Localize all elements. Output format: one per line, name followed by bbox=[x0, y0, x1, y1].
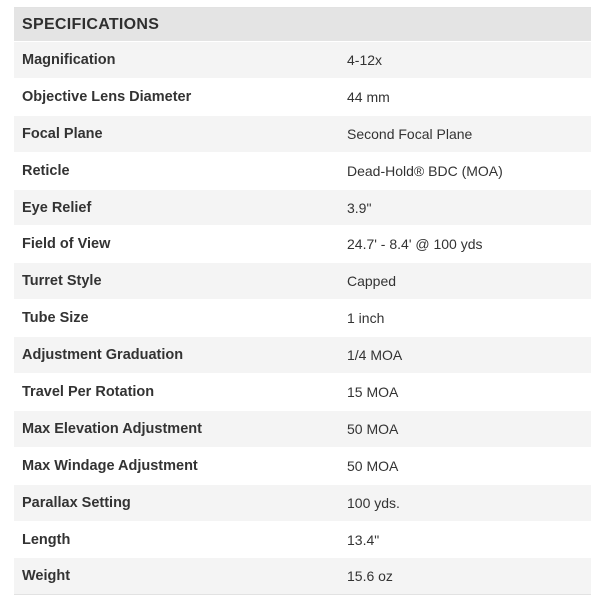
spec-row-field-of-view bbox=[14, 225, 591, 262]
spec-row-max-windage-adjustment bbox=[14, 447, 591, 484]
specifications-title: SPECIFICATIONS bbox=[22, 15, 160, 33]
spec-row-eye-relief bbox=[14, 189, 591, 226]
spec-value: 100 yds. bbox=[347, 494, 400, 511]
spec-row-parallax-setting bbox=[14, 484, 591, 521]
spec-value: Dead-Hold® BDC (MOA) bbox=[347, 162, 503, 179]
spec-value: 50 MOA bbox=[347, 420, 399, 437]
spec-value: 24.7' - 8.4' @ 100 yds bbox=[347, 236, 483, 253]
spec-row-length bbox=[14, 521, 591, 558]
spec-label: Turret Style bbox=[22, 273, 102, 290]
spec-row-tube-size bbox=[14, 299, 591, 336]
spec-label: Length bbox=[22, 531, 71, 548]
spec-value: Capped bbox=[347, 273, 397, 290]
spec-row-objective-lens-diameter bbox=[14, 78, 591, 115]
specifications-table bbox=[14, 41, 591, 594]
spec-value: 1 inch bbox=[347, 310, 385, 327]
spec-value: 15.6 oz bbox=[347, 568, 393, 585]
spec-row-max-elevation-adjustment bbox=[14, 410, 591, 447]
spec-label: Tube Size bbox=[22, 310, 89, 327]
spec-row-travel-per-rotation bbox=[14, 373, 591, 410]
spec-label: Focal Plane bbox=[22, 125, 103, 142]
spec-value: 4-12x bbox=[347, 51, 383, 68]
spec-value: 44 mm bbox=[347, 88, 390, 105]
spec-row-weight bbox=[14, 557, 591, 594]
spec-row-adjustment-graduation bbox=[14, 336, 591, 373]
spec-row-magnification bbox=[14, 41, 591, 78]
spec-label: Parallax Setting bbox=[22, 494, 131, 511]
spec-label: Reticle bbox=[22, 162, 70, 179]
spec-row-turret-style bbox=[14, 262, 591, 299]
spec-value: 15 MOA bbox=[347, 383, 399, 400]
spec-label: Objective Lens Diameter bbox=[22, 88, 192, 105]
spec-row-focal-plane bbox=[14, 115, 591, 152]
spec-label: Max Windage Adjustment bbox=[22, 457, 198, 474]
spec-label: Eye Relief bbox=[22, 199, 92, 216]
spec-label: Travel Per Rotation bbox=[22, 383, 155, 400]
specifications-header bbox=[14, 8, 591, 41]
spec-value: 13.4" bbox=[347, 531, 380, 548]
spec-label: Magnification bbox=[22, 51, 116, 68]
spec-label: Max Elevation Adjustment bbox=[22, 420, 202, 437]
spec-value: 50 MOA bbox=[347, 457, 399, 474]
spec-value: 1/4 MOA bbox=[347, 347, 403, 364]
spec-label: Weight bbox=[22, 568, 71, 585]
spec-value: Second Focal Plane bbox=[347, 125, 473, 142]
specifications-panel bbox=[14, 7, 591, 595]
spec-row-reticle bbox=[14, 152, 591, 189]
spec-label: Adjustment Graduation bbox=[22, 347, 184, 364]
spec-value: 3.9" bbox=[347, 199, 372, 216]
spec-label: Field of View bbox=[22, 236, 111, 253]
